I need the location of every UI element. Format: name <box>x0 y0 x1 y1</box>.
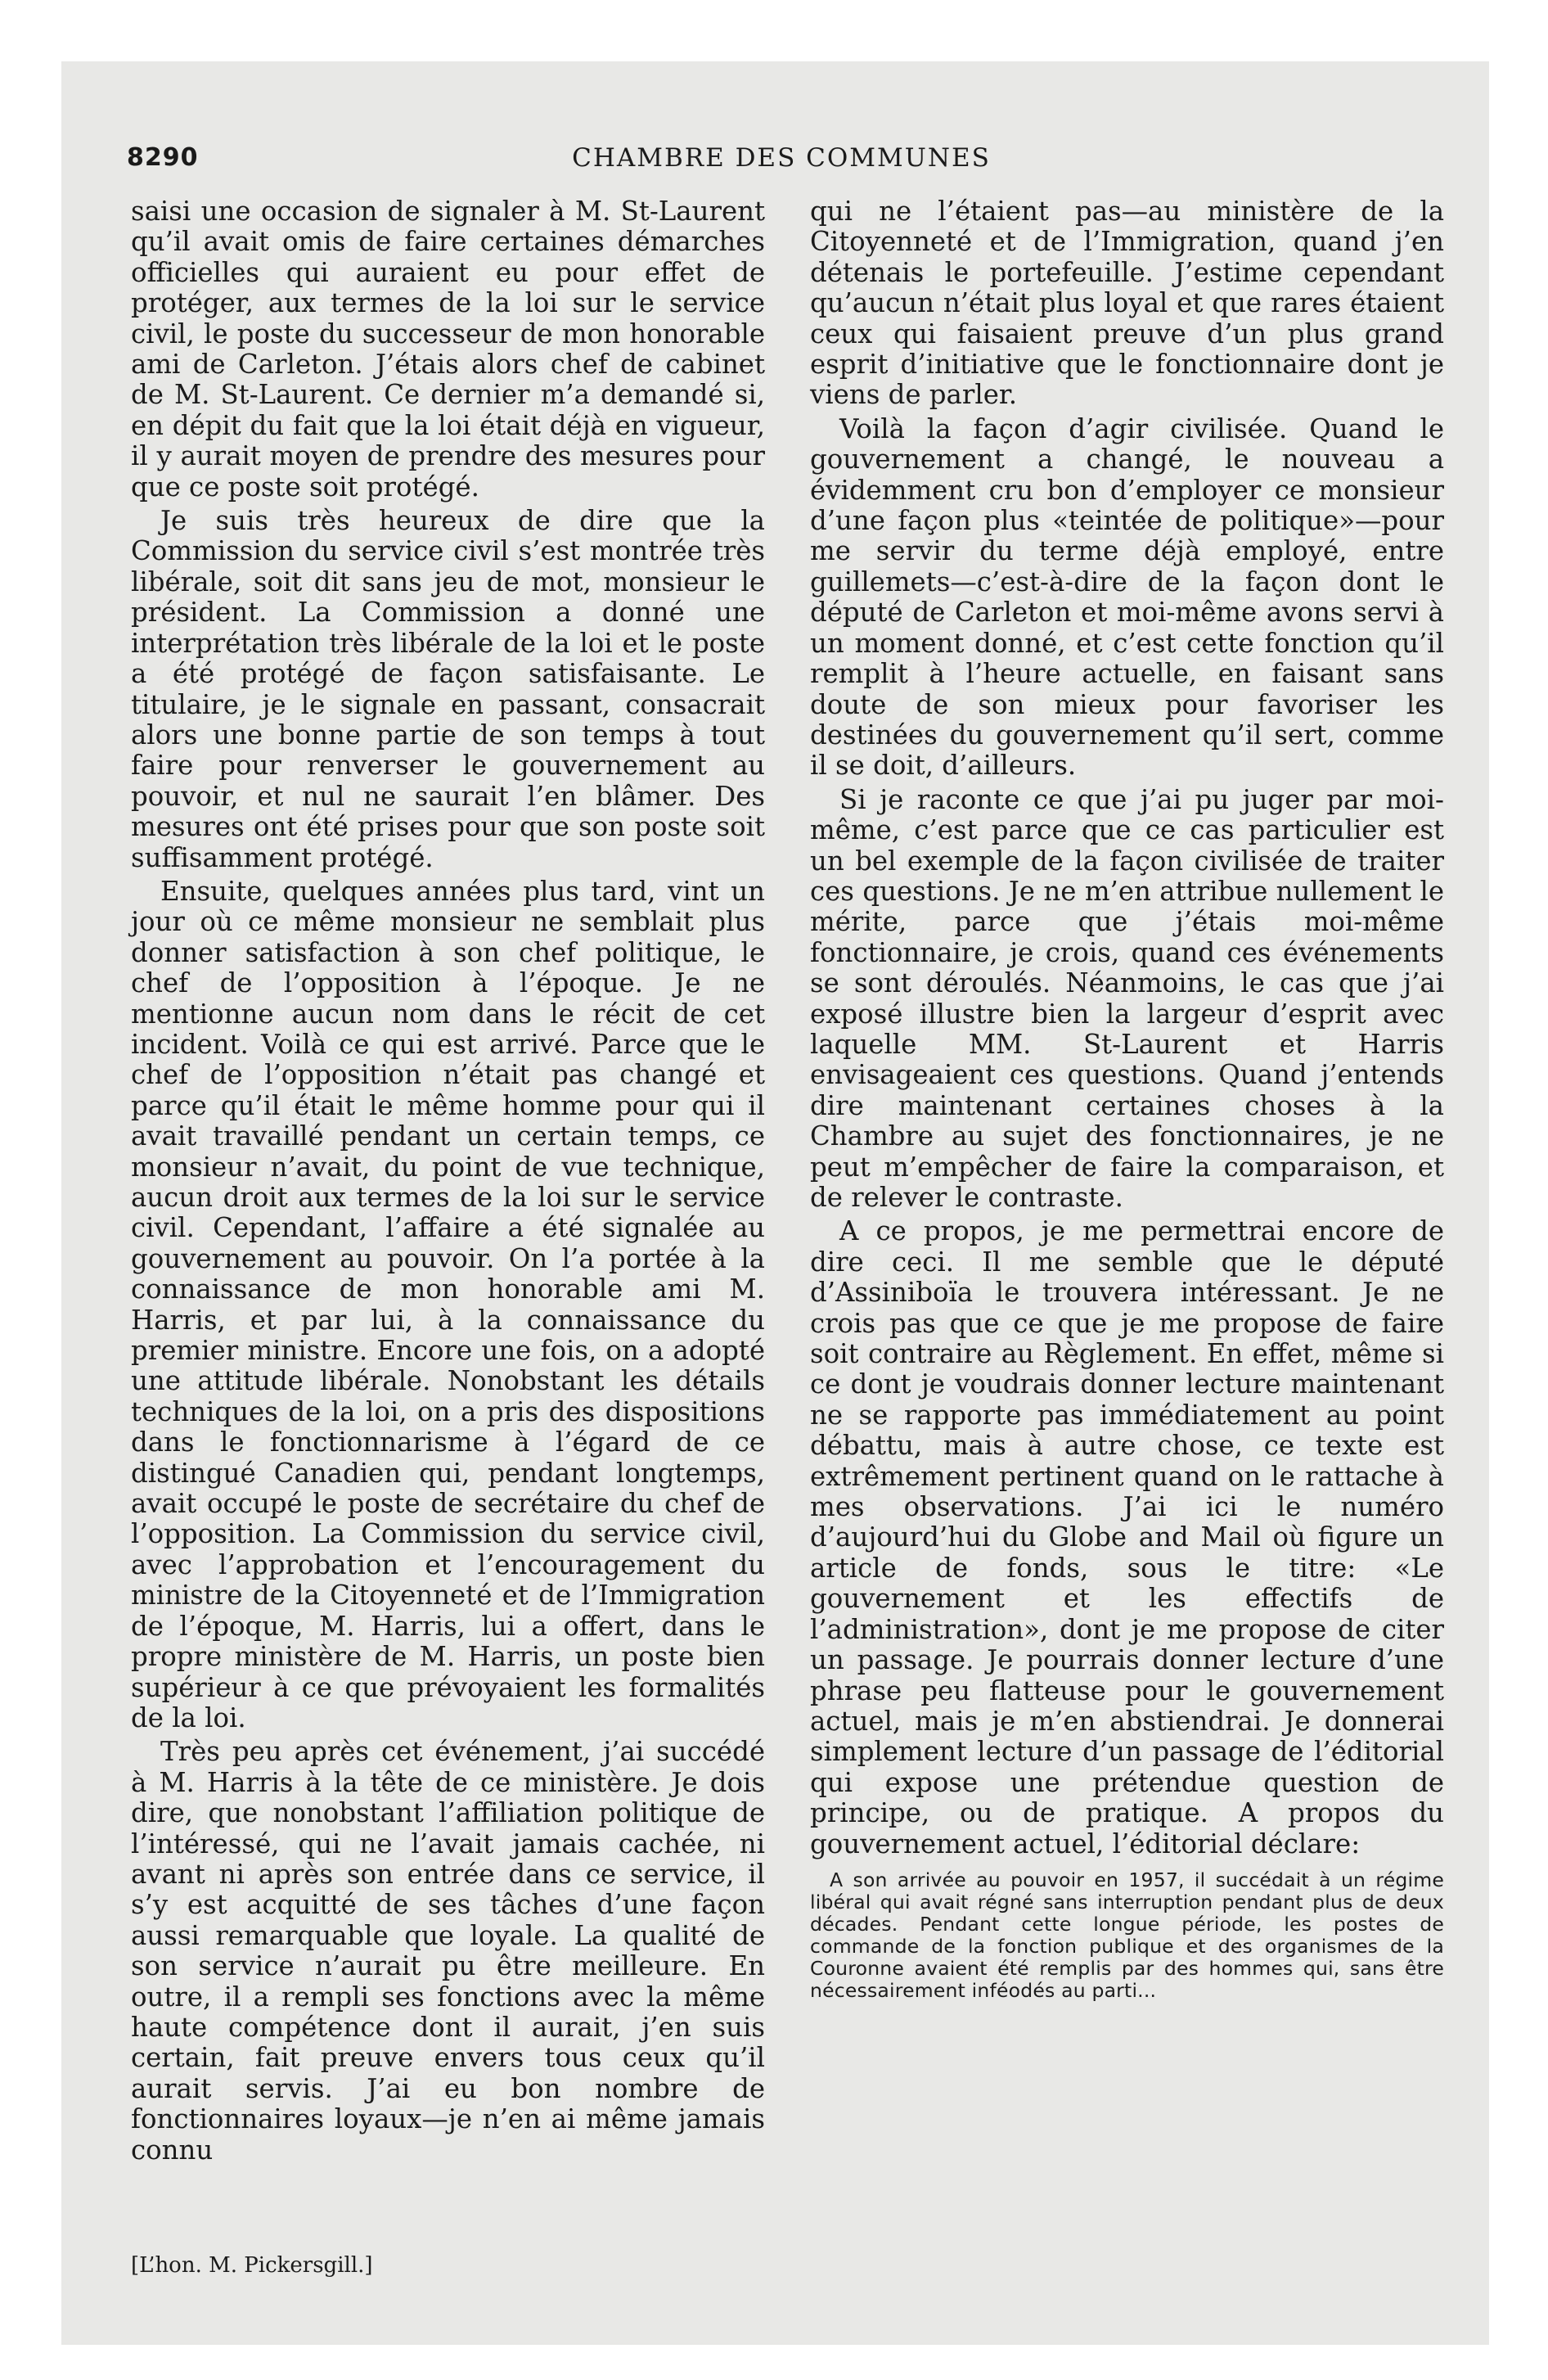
right-column <box>810 196 1444 2002</box>
paragraph: A ce propos, je me permettrai encore de dire ceci. Il me semble que le député d’Assiniboïa le trouvera intéressant. Je ne crois pas que ce que je me propose de faire soit contraire au Règlement. En effet, même si ce dont je voudrais donner lecture maintenant ne se rapporte pas immédiatement au point débattu, mais à autre chose, ce texte est extrêmement pertinent quand on le rattache à mes observations. J’ai ici le numéro d’aujourd’hui du Globe and Mail où figure un article de fonds, sous le titre: «Le gouvernement et les effectifs de l’administration», dont je me propose de citer un passage. Je pourrais donner lecture d’une phrase peu flatteuse pour le gouvernement actuel, mais je m’en abstiendrai. Je donnerai simplement lecture d’un passage de l’éditorial qui expose une prétendue question de principe, ou de pratique. A propos du gouvernement actuel, l’éditorial déclare: <box>810 1215 1444 1859</box>
page <box>61 61 1489 2345</box>
page-header <box>127 143 1436 184</box>
left-column <box>131 196 765 2169</box>
block-quote <box>810 1869 1444 2002</box>
quote-text: A son arrivée au pouvoir en 1957, il succédait à un régime libéral qui avait régné sans interruption pendant plus de deux décades. Pendant cette longue période, les postes de commande de la fonction publique et des organismes de la Couronne avaient été remplis par des hommes qui, sans être nécessairement inféodés au parti... <box>810 1868 1444 2002</box>
page-number: 8290 <box>127 143 199 172</box>
paragraph: saisi une occasion de signaler à M. St-Laurent qu’il avait omis de faire certaines démarches officielles qui auraient eu pour effet de protéger, aux termes de la loi sur le service civil, le poste du successeur de mon honorable ami de Carleton. J’étais alors chef de cabinet de M. St-Laurent. Ce dernier m’a demandé si, en dépit du fait que la loi était déjà en vigueur, il y aurait moyen de prendre des mesures pour que ce poste soit protégé. <box>131 196 765 503</box>
paragraph: qui ne l’étaient pas—au ministère de la Citoyenneté et de l’Immigration, quand j’en détenais le portefeuille. J’estime cependant qu’aucun n’était plus loyal et que rares étaient ceux qui faisaient preuve d’un plus grand esprit d’initiative que le fonctionnaire dont je viens de parler. <box>810 196 1444 411</box>
paragraph: Voilà la façon d’agir civilisée. Quand le gouvernement a changé, le nouveau a évidemment cru bon d’employer ce monsieur d’une façon plus «teintée de politique»—pour me servir du terme déjà employé, entre guillemets—c’est-à-dire de la façon dont le député de Carleton et moi-même avons servi à un moment donné, et c’est cette fonction qu’il remplit à l’heure actuelle, en faisant sans doute de son mieux pour favoriser les destinées du gouvernement qu’il sert, comme il se doit, d’ailleurs. <box>810 412 1444 782</box>
paragraph: Je suis très heureux de dire que la Commission du service civil s’est montrée très libérale, soit dit sans jeu de mot, monsieur le président. La Commission a donné une interprétation très libérale de la loi et le poste a été protégé de façon satisfaisante. Le titulaire, je le signale en passant, consacrait alors une bonne partie de son temps à tout faire pour renverser le gouvernement au pouvoir, et nul ne saurait l’en blâmer. Des mesures ont été prises pour que son poste soit suffisamment protégé. <box>131 505 765 873</box>
paragraph: Très peu après cet événement, j’ai succédé à M. Harris à la tête de ce ministère. Je dois dire, que nonobstant l’affiliation politique de l’intéressé, qui ne l’avait jamais cachée, ni avant ni après son entrée dans ce service, il s’y est acquitté de ses tâches d’une façon aussi remarquable que loyale. La qualité de son service n’aurait pu être meilleure. En outre, il a rempli ses fonctions avec la même haute compétence dont il aurait, j’en suis certain, fait preuve envers tous ceux qu’il aurait servis. J’ai eu bon nombre de fonctionnaires loyaux—je n’en ai même jamais connu <box>131 1736 765 2166</box>
paragraph: Si je raconte ce que j’ai pu juger par moi-même, c’est parce que ce cas particulier est un bel exemple de la façon civilisée de traiter ces questions. Je ne m’en attribue nullement le mérite, parce que j’étais moi-même fonctionnaire, je crois, quand ces événements se sont déroulés. Néanmoins, le cas que j’ai exposé illustre bien la largeur d’esprit avec laquelle MM. St-Laurent et Harris envisageaient ces questions. Quand j’entends dire maintenant certaines choses à la Chambre au sujet des fonctionnaires, je ne peut m’empêcher de faire la comparaison, et de relever le contraste. <box>810 783 1444 1213</box>
speaker-attribution: [L’hon. M. Pickersgill.] <box>131 2253 373 2278</box>
running-title: CHAMBRE DES COMMUNES <box>572 143 991 173</box>
paragraph: Ensuite, quelques années plus tard, vint un jour où ce même monsieur ne semblait plus donner satisfaction à son chef politique, le chef de l’opposition à l’époque. Je ne mentionne aucun nom dans le récit de cet incident. Voilà ce qui est arrivé. Parce que le chef de l’opposition n’était pas changé et parce qu’il était le même homme pour qui il avait travaillé pendant un certain temps, ce monsieur n’avait, du point de vue technique, aucun droit aux termes de la loi sur le service civil. Cependant, l’affaire a été signalée au gouvernement au pouvoir. On l’a portée à la connaissance de mon honorable ami M. Harris, et par lui, à la connaissance du premier ministre. Encore une fois, on a adopté une attitude libérale. Nonobstant les détails techniques de la loi, on a pris des dispositions dans le fonctionnarisme à l’égard de ce distingué Canadien qui, pendant longtemps, avait occupé le poste de secrétaire du chef de l’opposition. La Commission du service civil, avec l’approbation et l’encouragement du ministre de la Citoyenneté et de l’Immigration de l’époque, M. Harris, lui a offert, dans le propre ministère de M. Harris, un poste bien supérieur à ce que prévoyaient les formalités de la loi. <box>131 875 765 1733</box>
